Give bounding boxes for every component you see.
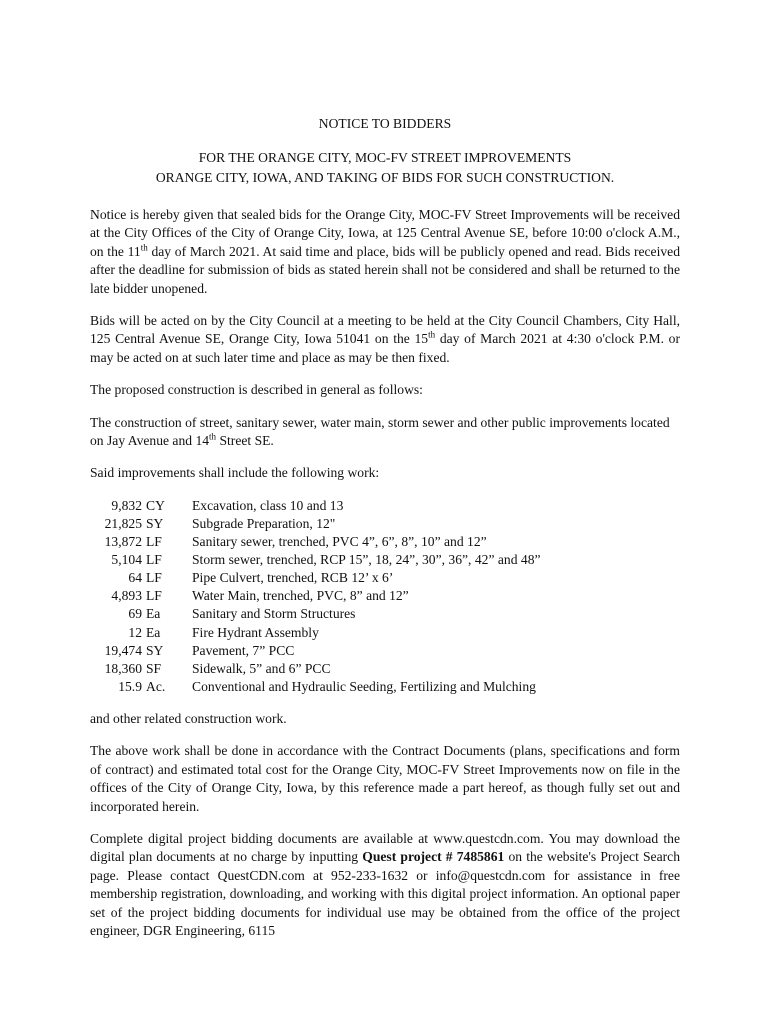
paragraph-council-action-text-b: day of March 2021 at 4:30 o'clock P.M. or may be acted on at such later time and place as may be then fixed. — [90, 331, 680, 365]
paragraph-construction-description-text-a: The construction of street, sanitary sewer, water main, storm sewer and other public improvements located on Jay Avenue and 14 — [90, 414, 670, 449]
item-unit: CY — [146, 497, 165, 513]
subtitle-line-2: ORANGE CITY, IOWA, AND TAKING OF BIDS FOR SUCH CONSTRUCTION. — [155, 170, 615, 185]
item-description: Pavement, 7” PCC — [192, 642, 295, 658]
list-item — [90, 551, 680, 569]
list-item — [90, 642, 680, 660]
item-unit: SY — [146, 515, 164, 531]
item-description: Conventional and Hydraulic Seeding, Fertilizing and Mulching — [192, 678, 536, 694]
item-description: Water Main, trenched, PVC, 8” and 12” — [192, 588, 409, 604]
item-quantity: 19,474 — [104, 642, 142, 658]
paragraph-construction-description-sup: th — [209, 431, 217, 442]
paragraph-related-work: and other related construction work. — [90, 710, 287, 726]
item-quantity: 18,360 — [104, 660, 142, 676]
item-description: Sanitary sewer, trenched, PVC 4”, 6”, 8”, 10” and 12” — [192, 534, 487, 550]
work-items-list — [90, 497, 680, 696]
item-description: Sanitary and Storm Structures — [192, 606, 356, 622]
document-page — [90, 114, 680, 940]
item-quantity: 12 — [128, 624, 142, 640]
list-item — [90, 515, 680, 533]
item-description: Excavation, class 10 and 13 — [192, 497, 344, 513]
paragraph-council-action — [90, 312, 680, 367]
item-quantity: 9,832 — [111, 497, 142, 513]
quest-project-number: Quest project # 7485861 — [362, 849, 505, 865]
paragraph-bid-receipt-text-a: Notice is hereby given that sealed bids for the Orange City, MOC-FV Street Improvements will be received at the City Offices of the City of Orange City, Iowa, at 125 Central Avenue SE, before 10:00 o'clock A.M., on the 11 — [90, 207, 680, 259]
paragraph-digital-documents — [90, 830, 680, 940]
subtitle-line-1: FOR THE ORANGE CITY, MOC-FV STREET IMPROVEMENTS — [198, 150, 572, 165]
paragraph-construction-description-text-b: Street SE. — [216, 433, 274, 449]
item-quantity: 21,825 — [104, 515, 142, 531]
item-unit: SY — [146, 642, 164, 658]
document-title: NOTICE TO BIDDERS — [318, 116, 452, 131]
item-quantity: 5,104 — [111, 552, 142, 568]
paragraph-bid-receipt-text-b: day of March 2021. At said time and place, bids will be publicly opened and read. Bids received after the deadline for submission of bids as stated herein shall not be considered and shall be returned to the late bidder unopened. — [90, 243, 680, 296]
paragraph-construction-description — [90, 414, 680, 451]
paragraph-contract-documents: The above work shall be done in accordance with the Contract Documents (plans, specifications and form of contract) and estimated total cost for the Orange City, MOC-FV Street Improvements now on file in the offices of the City of Orange City, Iowa, by this reference made a part hereof, as though fully set out and incorporated herein. — [90, 743, 680, 814]
list-item — [90, 587, 680, 605]
list-item — [90, 497, 680, 515]
item-unit: LF — [146, 570, 162, 586]
paragraph-bid-receipt-sup: th — [140, 242, 148, 253]
paragraph-bid-receipt — [90, 206, 680, 298]
item-description: Pipe Culvert, trenched, RCB 12’ x 6’ — [192, 570, 394, 586]
item-description: Fire Hydrant Assembly — [192, 624, 319, 640]
item-description: Subgrade Preparation, 12" — [192, 515, 336, 531]
paragraph-construction-intro: The proposed construction is described in general as follows: — [90, 382, 423, 398]
item-unit: Ac. — [146, 678, 166, 694]
list-item — [90, 605, 680, 623]
list-item — [90, 624, 680, 642]
list-item — [90, 660, 680, 678]
item-unit: LF — [146, 588, 162, 604]
item-quantity: 15.9 — [118, 678, 142, 694]
item-unit: Ea — [146, 624, 161, 640]
list-item — [90, 569, 680, 587]
item-quantity: 64 — [128, 570, 142, 586]
paragraph-improvements-intro: Said improvements shall include the following work: — [90, 465, 380, 481]
paragraph-council-action-sup: th — [428, 329, 436, 340]
document-subtitle — [90, 148, 680, 188]
paragraph-digital-documents-text-b: on the website's Project Search page. Please contact QuestCDN.com at 952-233-1632 or info@questcdn.com for assistance in free membership registration, downloading, and working with this digital project information. An optional paper set of the project bidding documents for individual use may be obtained from the office of the project engineer, DGR Engineering, 6115 — [90, 849, 680, 938]
item-quantity: 13,872 — [104, 534, 142, 550]
item-description: Storm sewer, trenched, RCP 15”, 18, 24”, 30”, 36”, 42” and 48” — [192, 552, 541, 568]
list-item — [90, 678, 680, 696]
item-description: Sidewalk, 5” and 6” PCC — [192, 660, 331, 676]
item-quantity: 69 — [128, 606, 142, 622]
item-unit: LF — [146, 534, 162, 550]
item-unit: LF — [146, 552, 162, 568]
paragraph-council-action-text-a: Bids will be acted on by the City Council at a meeting to be held at the City Council Chambers, City Hall, 125 Central Avenue SE, Orange City, Iowa 51041 on the 15 — [90, 313, 680, 347]
paragraph-digital-documents-text-a: Complete digital project bidding documents are available at www.questcdn.com. You may download the digital plan documents at no charge by inputting — [90, 830, 680, 865]
list-item — [90, 533, 680, 551]
item-unit: Ea — [146, 606, 161, 622]
item-quantity: 4,893 — [111, 588, 142, 604]
item-unit: SF — [146, 660, 162, 676]
